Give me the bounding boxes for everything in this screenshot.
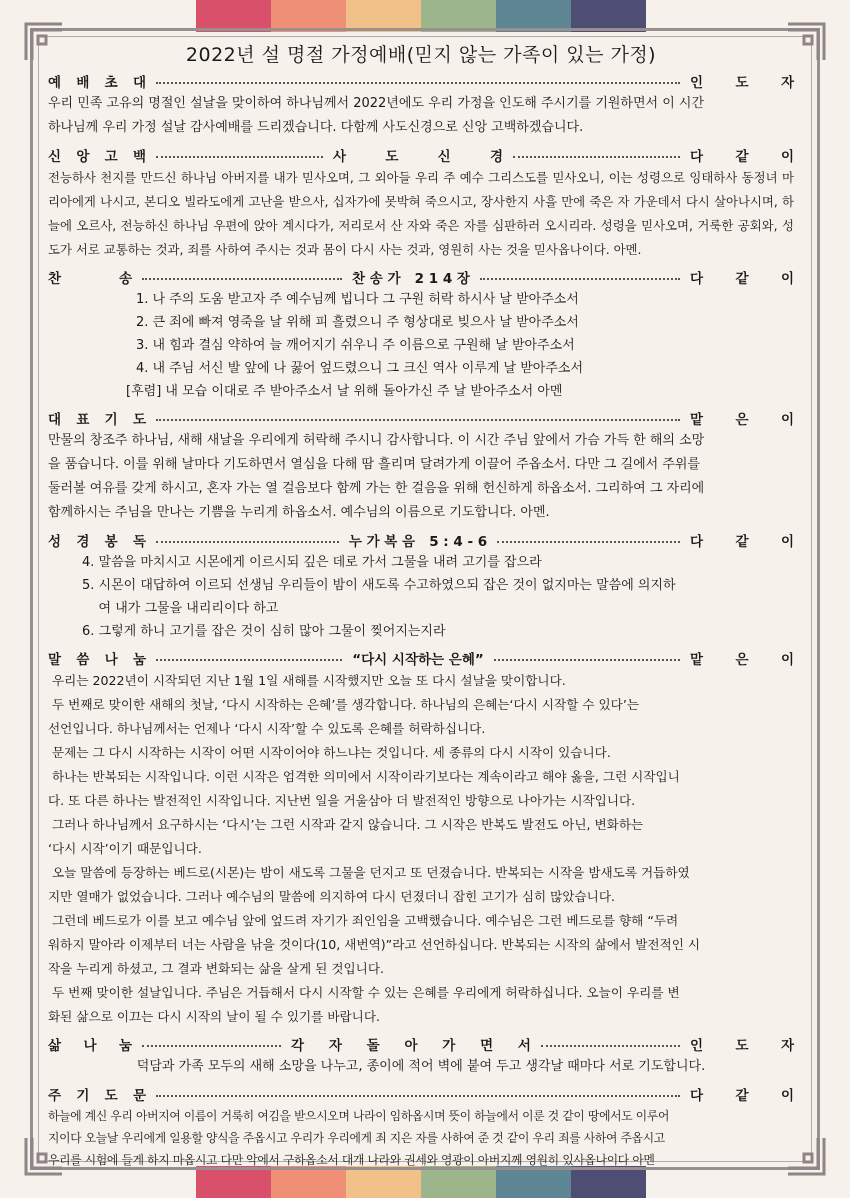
text-line: 만물의 창조주 하나님, 새해 새날을 우리에게 허락해 주시니 감사합니다. 이 시간 주님 앞에서 가슴 가득 한 해의 소망	[48, 433, 705, 448]
section-header-sermon	[48, 647, 794, 669]
label-char: 성	[48, 534, 62, 550]
label-char: 초	[104, 75, 118, 91]
role-char: 같	[735, 1088, 749, 1104]
dotted-leader	[156, 419, 680, 421]
center-char: 자	[328, 1038, 342, 1054]
section-label	[48, 1034, 132, 1054]
text-line: 하늘에 계신 우리 아버지여 이름이 거룩히 여김을 받으시오며 나라이 임하옵시며 뜻이 하늘에서 이룬 것 같이 땅에서도 이루어	[48, 1109, 670, 1123]
section-header-lords-prayer	[48, 1083, 794, 1105]
section-header-sharing	[48, 1033, 794, 1055]
role-char: 같	[735, 534, 749, 550]
label-char: 송	[118, 271, 132, 287]
role-char: 같	[735, 149, 749, 165]
label-char: 대	[132, 75, 146, 91]
text-line: 선언입니다. 하나님께서는 언제나 ‘다시 시작’할 수 있도록 은혜를 허락하십니다.	[48, 721, 486, 736]
section-role	[690, 145, 794, 165]
label-char: 찬	[48, 271, 62, 287]
text-line: 하나님께 우리 가정 설날 감사예배를 드리겠습니다. 다함께 사도신경으로 신앙 고백하겠습니다.	[48, 120, 584, 135]
center-char: 돌	[366, 1038, 380, 1054]
role-char: 자	[780, 75, 794, 91]
section-role	[690, 1084, 794, 1104]
dotted-leader	[513, 156, 680, 158]
section-role	[690, 648, 794, 668]
center-char: 면	[480, 1038, 494, 1054]
label-char: 백	[132, 149, 146, 165]
hymn-refrain: [후렴] 내 모습 이대로 주 받아주소서 날 위해 돌아가신 주 날 받아주소서 아멘	[126, 384, 563, 399]
section-label	[48, 648, 146, 668]
label-char: 도	[104, 1088, 118, 1104]
section-header-prayer	[48, 407, 794, 429]
text-line: 그러나 하나님께서 요구하시는 ‘다시’는 그런 시작과 같지 않습니다. 그 시작은 반복도 발전도 아닌, 변화하는	[48, 817, 644, 832]
label-char: 문	[132, 1088, 146, 1104]
role-char: 인	[690, 75, 704, 91]
text-line: 하나는 반복되는 시작입니다. 이런 시작은 엄격한 의미에서 시작이라기보다는 계속이라고 해야 옳을, 그런 시작입니	[48, 769, 680, 784]
label-char: 대	[48, 412, 62, 428]
section-label	[48, 530, 146, 550]
label-char: 나	[83, 1038, 97, 1054]
center-char: 신	[437, 149, 451, 165]
bible-verse: 6. 그렇게 하니 고기를 잡은 것이 심히 많아 그물이 찢어지는지라	[82, 624, 446, 639]
label-char: 신	[48, 149, 62, 165]
text-line: 작을 누리게 하셨고, 그 결과 변화되는 삶을 살게 된 것입니다.	[48, 961, 385, 976]
section-role	[690, 71, 794, 91]
sermon-text	[48, 669, 794, 1029]
label-char: 주	[48, 1088, 62, 1104]
section-header-invitation	[48, 70, 794, 92]
role-char: 도	[735, 1038, 749, 1054]
section-role	[690, 530, 794, 550]
center-char: 도	[385, 149, 399, 165]
center-char: 각	[291, 1038, 305, 1054]
page-title: 2022년 설 명절 가정예배(믿지 않는 가족이 있는 가정)	[185, 44, 657, 66]
role-char: 이	[780, 652, 794, 668]
role-char: 다	[690, 1088, 704, 1104]
hymn-verse: 1. 나 주의 도움 받고자 주 예수님께 빕니다 그 구원 허락 하시사 날 받아주소서	[136, 292, 579, 307]
label-char: 배	[76, 75, 90, 91]
section-header-hymn	[48, 266, 794, 288]
text-line: 화된 삶으로 이끄는 다시 시작의 날이 될 수 있기를 바랍니다.	[48, 1009, 381, 1024]
text-line: 문제는 그 다시 시작하는 시작이 어떤 시작이어야 하느냐는 것입니다. 세 종류의 다시 시작이 있습니다.	[48, 745, 611, 760]
sermon-title: “다시 시작하는 은혜”	[352, 652, 484, 668]
text-line: ‘다시 시작’이기 때문입니다.	[48, 841, 202, 856]
text-line: 우리 민족 고유의 명절인 설날을 맞이하여 하나님께서 2022년에도 우리 가정을 인도해 주시기를 기원하면서 이 시간	[48, 96, 705, 111]
label-char: 나	[104, 652, 118, 668]
text-line: 지만 열매가 없었습니다. 그러나 예수님의 말씀에 의지하여 다시 던졌더니 잡힌 고기가 심히 많았습니다.	[48, 889, 615, 904]
label-char: 기	[76, 1088, 90, 1104]
hymn-verse: 2. 큰 죄에 빠져 영죽을 날 위해 피 흘렸으니 주 형상대로 빚으사 날 받아주소서	[136, 315, 579, 330]
center-char: 아	[404, 1038, 418, 1054]
role-char: 이	[780, 271, 794, 287]
section-label	[48, 267, 132, 287]
hymn-lyrics	[126, 288, 794, 403]
label-char: 말	[48, 652, 62, 668]
section-center-title: 누 가 복 음 5 : 4 - 6	[348, 534, 488, 550]
worship-order	[48, 40, 794, 1171]
dotted-leader	[156, 541, 339, 543]
section-header-scripture	[48, 529, 794, 551]
section-label	[48, 145, 146, 165]
role-char: 다	[690, 534, 704, 550]
role-char: 은	[735, 652, 749, 668]
section-center-title: 찬 송 가 2 1 4 장	[352, 271, 470, 287]
text-paragraph: 전능하사 천지를 만드신 하나님 아버지를 내가 믿사오며, 그 외아들 우리 주 예수 그리스도를 믿사오니, 이는 성령으로 잉태하사 동정녀 마리아에게 나시고, 본디오 빌라도에게 고난을 받으사, 십자가에 못박혀 죽으시고, 장사한지 사흘 만에 죽은 자 가운데서 다시 살아나시며, 하늘에 오르사, 전능하신 하나님 우편에 앉아 계시다가, 저리로서 산 자와 죽은 자를 심판하러 오시리라. 성령을 믿사오며, 거룩한 공회와, 성도가 서로 교통하는 것과, 죄를 사하여 주시는 것과 몸이 다시 사는 것과, 영원히 사는 것을 믿사옵나이다. 아멘.	[48, 170, 794, 257]
section-center-title	[291, 1034, 531, 1054]
dotted-leader	[156, 82, 680, 84]
section-center-title	[333, 145, 503, 165]
label-char: 앙	[76, 149, 90, 165]
dotted-leader	[142, 278, 342, 280]
text-line: 오늘 말씀에 등장하는 베드로(시몬)는 밤이 새도록 그물을 던지고 또 던졌습니다. 반복되는 시작을 밤새도록 거듭하였	[48, 865, 690, 880]
creed-text	[48, 166, 794, 262]
label-char: 삶	[48, 1038, 62, 1054]
label-char: 봉	[104, 534, 118, 550]
bible-verse: 4. 말씀을 마치시고 시몬에게 이르시되 깊은 데로 가서 그물을 내려 고기를 잡으라	[82, 555, 542, 570]
section-label	[48, 408, 146, 428]
label-char: 씀	[76, 652, 90, 668]
center-char: 사	[333, 149, 347, 165]
role-char: 은	[735, 412, 749, 428]
role-char: 이	[780, 534, 794, 550]
section-role	[690, 267, 794, 287]
section-header-creed	[48, 144, 794, 166]
text-line: 두 번째 맞이한 설날입니다. 주님은 거듭해서 다시 시작할 수 있는 은혜를 우리에게 허락하십니다. 오늘이 우리를 변	[48, 985, 680, 1000]
center-char: 경	[489, 149, 503, 165]
center-char: 가	[442, 1038, 456, 1054]
role-char: 도	[735, 75, 749, 91]
text-line: 그런데 베드로가 이를 보고 예수님 앞에 엎드려 자기가 죄인임을 고백했습니다. 예수님은 그런 베드로를 향해 “두려	[48, 913, 679, 928]
role-char: 다	[690, 271, 704, 287]
section-label	[48, 1084, 146, 1104]
lords-prayer-text	[48, 1105, 794, 1171]
text-line: 워하지 말아라 이제부터 너는 사람을 낚을 것이다(10, 새번역)”라고 선언하십니다. 반복되는 시작의 삶에서 발전적인 시	[48, 937, 701, 952]
center-char: 서	[517, 1038, 531, 1054]
label-char: 기	[104, 412, 118, 428]
role-char: 인	[690, 1038, 704, 1054]
prayer-text	[48, 429, 794, 525]
dotted-leader	[156, 1095, 680, 1097]
dotted-leader	[494, 659, 680, 661]
label-char: 눔	[118, 1038, 132, 1054]
role-char: 자	[780, 1038, 794, 1054]
role-char: 이	[780, 1088, 794, 1104]
label-char: 예	[48, 75, 62, 91]
text-line: 두 번째로 맞이한 새해의 첫날, ‘다시 시작하는 은혜’를 생각합니다. 하나님의 은혜는‘다시 시작할 수 있다’는	[48, 697, 640, 712]
role-char: 이	[780, 149, 794, 165]
dotted-leader	[156, 156, 323, 158]
hymn-verse: 4. 내 주님 서신 발 앞에 나 꿇어 엎드렸으니 그 크신 역사 이루게 날 받아주소서	[136, 361, 583, 376]
role-char: 같	[735, 271, 749, 287]
text-line: 다. 또 다른 하나는 발전적인 시작입니다. 지난번 일을 거울삼아 더 발전적인 방향으로 나아가는 시작입니다.	[48, 793, 636, 808]
label-char: 독	[132, 534, 146, 550]
label-char: 눔	[132, 652, 146, 668]
dotted-leader	[541, 1045, 680, 1047]
dotted-leader	[480, 278, 680, 280]
dotted-leader	[142, 1045, 281, 1047]
text-line: 우리는 2022년이 시작되던 지난 1월 1일 새해를 시작했지만 오늘 또 다시 설날을 맞이합니다.	[48, 673, 566, 688]
bible-verse: 여 내가 그물을 내리리이다 하고	[82, 601, 279, 616]
label-char: 도	[132, 412, 146, 428]
role-char: 맡	[690, 652, 704, 668]
dotted-leader	[156, 659, 342, 661]
text-line: 지이다 오늘날 우리에게 일용할 양식을 주옵시고 우리가 우리에게 죄 지은 자를 사하여 준 것 같이 우리 죄를 사하여 주옵시고	[48, 1131, 665, 1145]
section-label	[48, 71, 146, 91]
bible-verse: 5. 시몬이 대답하여 이르되 선생님 우리들이 밤이 새도록 수고하였으되 잡은 것이 없지마는 말씀에 의지하	[82, 578, 676, 593]
text-line: 을 품습니다. 이를 위해 날마다 기도하면서 열심을 다해 땀 흘리며 달려가게 이끌어 주옵소서. 다만 그 길에서 주위를	[48, 457, 701, 472]
role-char: 다	[690, 149, 704, 165]
text-line: 우리를 시험에 들게 하지 마옵시고 다만 악에서 구하옵소서 대개 나라와 권세와 영광이 아버지께 영원히 있사옵나이다 아멘	[48, 1153, 655, 1167]
role-char: 이	[780, 412, 794, 428]
label-char: 경	[76, 534, 90, 550]
label-char: 고	[104, 149, 118, 165]
text-line: 둘러볼 여유를 갖게 하시고, 혼자 가는 열 걸음보다 함께 가는 한 걸음을 위해 헌신하게 하옵소서. 그리하여 그 자리에	[48, 481, 705, 496]
sharing-text: 덕담과 가족 모두의 새해 소망을 나누고, 종이에 적어 벽에 붙여 두고 생각날 때마다 서로 기도합니다.	[136, 1059, 706, 1074]
scripture-verses	[82, 551, 794, 643]
hymn-verse: 3. 내 힘과 결심 약하여 늘 깨어지기 쉬우니 주 이름으로 구원해 날 받아주소서	[136, 338, 575, 353]
invitation-text	[48, 92, 794, 140]
section-role	[690, 1034, 794, 1054]
section-role	[690, 408, 794, 428]
dotted-leader	[497, 541, 680, 543]
role-char: 맡	[690, 412, 704, 428]
label-char: 표	[76, 412, 90, 428]
text-line: 함께하시는 주님을 만나는 기쁨을 누리게 하옵소서. 예수님의 이름으로 기도합니다. 아멘.	[48, 505, 550, 520]
